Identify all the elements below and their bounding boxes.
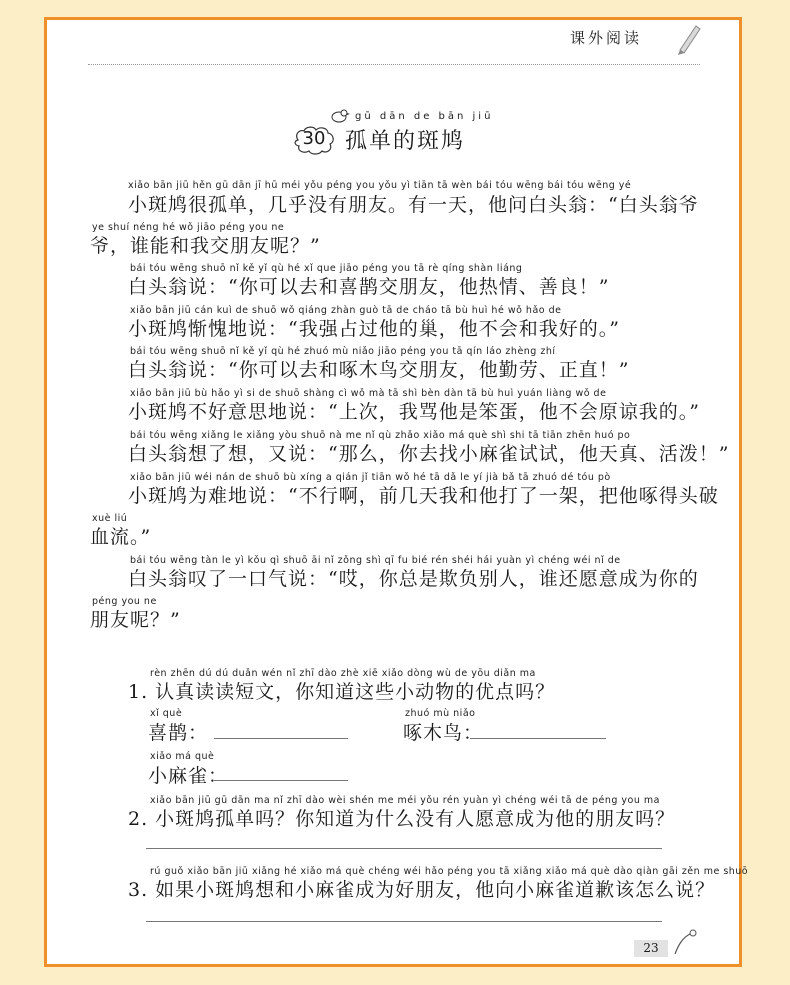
question-1: 1. 认真读读短文，你知道这些小动物的优点吗？: [128, 681, 556, 703]
story-line: 小斑鸠惭愧地说：“我强占过他的巢，他不会和我好的。”: [128, 318, 620, 340]
question-2: 2. 小斑鸠孤单吗？你知道为什么没有人愿意成为他的朋友吗？: [128, 808, 676, 830]
story-line: 白头翁说：“你可以去和啄木鸟交朋友，他勤劳、正直！”: [128, 359, 630, 381]
question-pinyin: xiǎo bān jiū gū dān ma nǐ zhī dào wèi shén me méi yǒu rén yuàn yì chéng wéi tā de péng you ma: [150, 795, 660, 806]
answer-line-xiaomaque[interactable]: [214, 780, 348, 781]
story-line: 小斑鸠很孤单，几乎没有朋友。有一天，他问白头翁：“白头翁爷: [128, 194, 699, 216]
story-line: 爷，谁能和我交朋友呢？”: [90, 235, 321, 257]
story-line: 小斑鸠不好意思地说：“上次，我骂他是笨蛋，他不会原谅我的。”: [128, 401, 700, 423]
swirl-icon: [672, 926, 698, 956]
story-line: 血流。”: [90, 526, 152, 548]
story-line: 小斑鸠为难地说：“不行啊，前几天我和他打了一架，把他啄得头破: [128, 485, 719, 507]
lesson-number: 30: [302, 128, 326, 149]
blank-label-xiaomaque: 小麻雀：: [148, 765, 229, 787]
lesson-title-pinyin: gū dān de bān jiū: [355, 111, 494, 122]
answer-line-q3[interactable]: [146, 921, 662, 922]
page-number: 23: [634, 940, 668, 957]
blank-label-xique: 喜鹊：: [148, 722, 209, 744]
story-pinyin: xuè liú: [92, 513, 128, 524]
story-line: 白头翁叹了一口气说：“哎，你总是欺负别人，谁还愿意成为你的: [128, 568, 699, 590]
lesson-title: 孤单的斑鸠: [345, 129, 466, 154]
story-line: 白头翁想了想，又说：“那么，你去找小麻雀试试，他天真、活泼！”: [128, 443, 730, 465]
section-title: 课外阅读: [570, 29, 643, 47]
story-pinyin: péng you ne: [92, 596, 157, 607]
blank-pinyin: zhuó mù niǎo: [405, 708, 476, 719]
answer-line-xique[interactable]: [214, 738, 348, 739]
story-pinyin: xiǎo bān jiū wéi nán de shuō bù xíng a qián jǐ tiān wǒ hé tā dǎ le yí jià bǎ tā zhuó dé tóu pò: [130, 472, 611, 483]
blank-label-zhuomuniao: 啄木鸟：: [403, 722, 484, 744]
answer-line-zhuomuniao[interactable]: [470, 738, 606, 739]
blank-pinyin: xǐ què: [150, 708, 183, 719]
story-line: 白头翁说：“你可以去和喜鹊交朋友，他热情、善良！”: [128, 276, 610, 298]
story-pinyin: bái tóu wēng xiǎng le xiǎng yòu shuō nà me nǐ qù zhǎo xiǎo má què shì shi tā tiān zhēn huó po: [130, 430, 631, 441]
question-pinyin: rèn zhēn dú dú duǎn wén nǐ zhī dào zhè xiē xiǎo dòng wù de yōu diǎn ma: [150, 668, 536, 679]
blank-pinyin: xiǎo má què: [150, 751, 215, 762]
story-pinyin: bái tóu wēng shuō nǐ kě yǐ qù hé xǐ que jiāo péng you tā rè qíng shàn liáng: [130, 263, 523, 274]
story-pinyin: xiǎo bān jiū bù hǎo yì si de shuō shàng cì wǒ mà tā shì bèn dàn tā bù huì yuán liàng wǒ de: [130, 388, 607, 399]
story-pinyin: xiǎo bān jiū cán kuì de shuō wǒ qiáng zhàn guò tā de cháo tā bù huì hé wǒ hǎo de: [130, 305, 562, 316]
answer-line-q2[interactable]: [146, 848, 662, 849]
question-3: 3. 如果小斑鸠想和小麻雀成为好朋友，他向小麻雀道歉该怎么说？: [128, 879, 716, 901]
story-pinyin: ye shuí néng hé wǒ jiāo péng you ne: [92, 222, 285, 233]
story-pinyin: bái tóu wēng tàn le yì kǒu qì shuō āi nǐ zǒng shì qī fu bié rén shéi hái yuàn yì chéng wéi nǐ de: [130, 555, 621, 566]
bird-icon: [328, 106, 350, 124]
header-divider: [88, 64, 700, 65]
question-pinyin: rú guǒ xiǎo bān jiū xiǎng hé xiǎo má què chéng wéi hǎo péng you tā xiǎng xiǎo má què dào qiàn gāi zěn me shuō: [150, 866, 749, 877]
story-pinyin: bái tóu wēng shuō nǐ kě yǐ qù hé zhuó mù niǎo jiāo péng you tā qín láo zhèng zhí: [130, 346, 556, 357]
story-pinyin: xiǎo bān jiū hěn gū dān jī hū méi yǒu péng you yǒu yì tiān tā wèn bái tóu wēng bái tóu wēng yé: [128, 180, 632, 191]
story-line: 朋友呢？”: [90, 609, 181, 631]
pencil-icon: [672, 20, 702, 56]
